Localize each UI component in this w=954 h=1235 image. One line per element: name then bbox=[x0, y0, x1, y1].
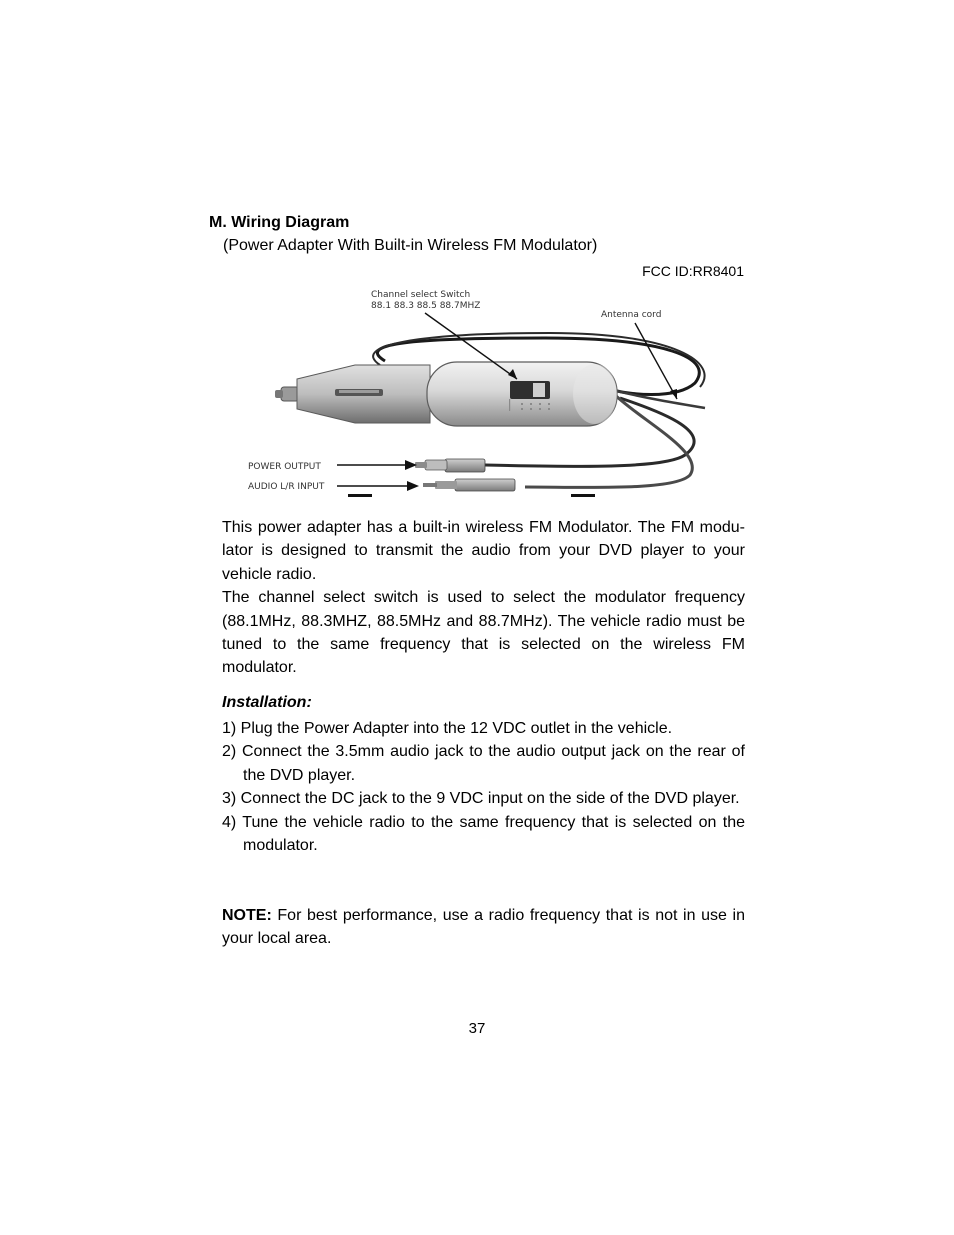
installation-title: Installation: bbox=[222, 694, 312, 711]
channel-switch-label: Channel select Switch bbox=[371, 290, 471, 300]
installation-steps bbox=[222, 717, 745, 857]
power-output-label: POWER OUTPUT bbox=[248, 462, 321, 472]
installation-step-3: 3) Connect the DC jack to the 9 VDC input on the side of the DVD player. bbox=[222, 790, 740, 808]
page-number: 37 bbox=[468, 1020, 486, 1037]
audio-input-label: AUDIO L/R INPUT bbox=[248, 482, 325, 492]
audio-input-jack bbox=[455, 479, 515, 491]
wiring-diagram-figure bbox=[245, 283, 710, 497]
installation-step-4: 4) Tune the vehicle radio to the same frequency that is selected on the modulator. bbox=[222, 813, 745, 855]
description-paragraph-1: This power adapter has a built-in wireless FM Modulator. The FM modu-lator is designed to transmit the audio from your DVD player to your vehicle radio. bbox=[222, 519, 745, 583]
section-subheading: (Power Adapter With Built-in Wireless FM Modulator) bbox=[223, 237, 598, 254]
note-text: For best performance, use a radio frequency that is not in use in your local area. bbox=[222, 907, 745, 948]
fcc-id: FCC ID:RR8401 bbox=[642, 263, 744, 279]
channel-switch-frequencies-label: 88.1 88.3 88.5 88.7MHZ bbox=[371, 301, 481, 311]
section-heading: M. Wiring Diagram bbox=[209, 214, 350, 231]
description-paragraph-2: The channel select switch is used to select the modulator frequency (88.1MHz, 88.3MHZ, 88.5MHz and 88.7MHz). The vehicle radio must be tuned to the same frequency that is selected on the wireless FM modulator. bbox=[222, 589, 745, 677]
description bbox=[222, 516, 745, 680]
note bbox=[222, 904, 745, 951]
installation-step-1: 1) Plug the Power Adapter into the 12 VDC outlet in the vehicle. bbox=[222, 720, 673, 737]
power-output-jack bbox=[445, 459, 485, 472]
note-label: NOTE: bbox=[222, 907, 272, 924]
installation-step-2: 2) Connect the 3.5mm audio jack to the audio output jack on the rear of the DVD player. bbox=[222, 743, 745, 784]
antenna-cord-label: Antenna cord bbox=[601, 310, 662, 320]
